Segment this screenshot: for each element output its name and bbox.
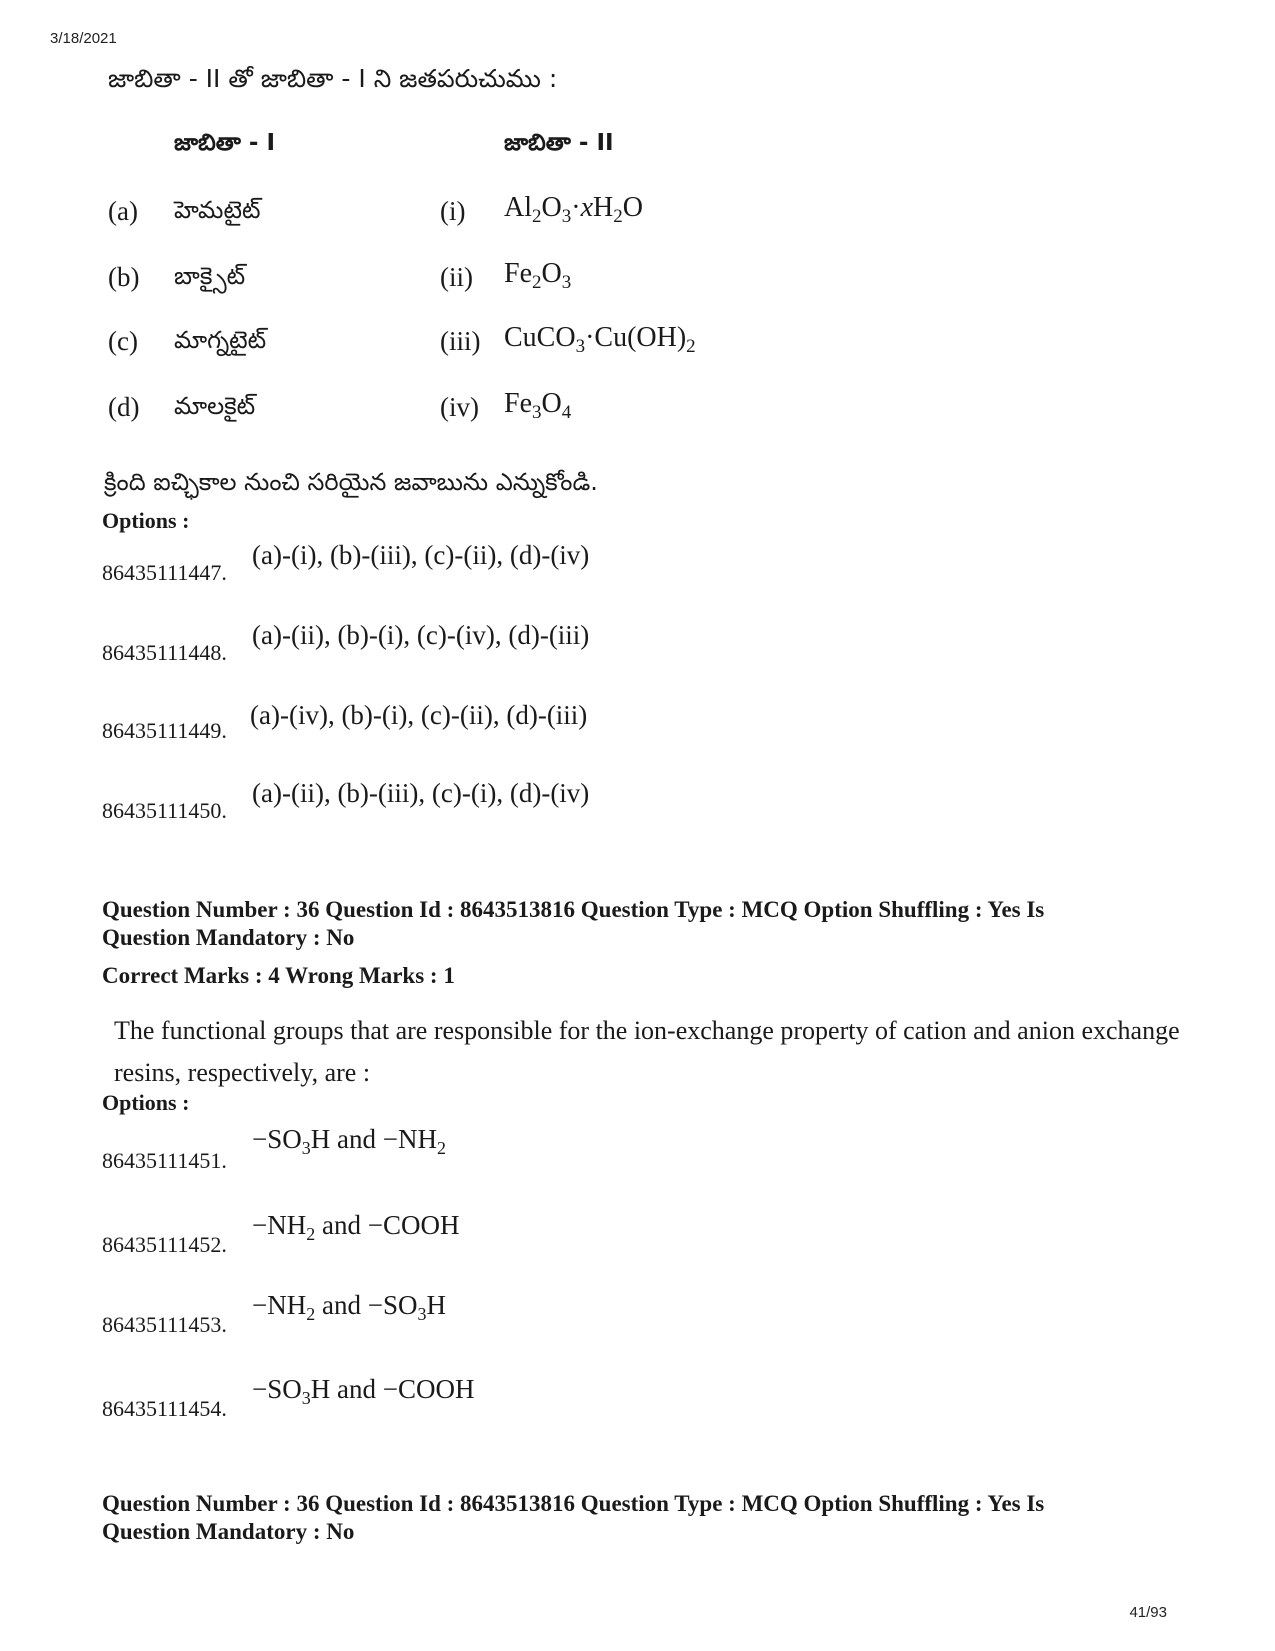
option-id: 86435111454. <box>102 1396 227 1421</box>
option-id: 86435111451. <box>102 1148 227 1173</box>
list1-item-c: మాగ్నటైట్ <box>174 326 267 354</box>
list1-item-b: బాక్సైట్ <box>174 262 246 290</box>
question-marks: Correct Marks : 4 Wrong Marks : 1 <box>102 963 455 988</box>
question-meta-line2: Question Mandatory : No <box>102 925 355 950</box>
list2-heading: జాబితా - II <box>504 130 614 156</box>
list1-label-c: (c) <box>108 326 138 356</box>
list2-formula-iii: $CuCO_3\cdot Cu(OH)_2$ <box>504 322 696 357</box>
options-heading: Options : <box>102 1090 190 1115</box>
list1-label-d: (d) <box>108 392 140 422</box>
list1-label-a: (a) <box>108 196 138 226</box>
question-meta-line1: Question Number : 36 Question Id : 8643513816 Question Type : MCQ Option Shuffling : Yes Is <box>102 897 1045 922</box>
list2-label-ii: (ii) <box>440 262 473 292</box>
options-heading: Options : <box>102 508 190 533</box>
question-meta-repeat <box>102 1490 1182 1546</box>
option-formula: $-SO_3H$ and $-NH_2$ <box>252 1124 446 1158</box>
option-id: 86435111453. <box>102 1312 227 1337</box>
match-instruction: జాబితా - II తో జాబితా - I ని జతపరుచుము : <box>108 64 558 93</box>
option-formula: $-NH_2$ and $-SO_3H$ <box>252 1290 446 1324</box>
question-meta <box>102 896 1182 952</box>
list1-item-a: హెమటైట్ <box>174 196 261 224</box>
list2-formula-ii: $Fe_2O_3$ <box>504 258 572 293</box>
page-number: 41/93 <box>1129 1604 1167 1621</box>
option-id: 86435111449. <box>102 718 227 743</box>
option-id: 86435111448. <box>102 640 227 665</box>
option-text: (a)-(iv), (b)-(i), (c)-(ii), (d)-(iii) <box>250 700 588 730</box>
list1-heading: జాబితా - I <box>174 130 276 156</box>
option-text: (a)-(ii), (b)-(i), (c)-(iv), (d)-(iii) <box>252 620 590 650</box>
question-meta-line1: Question Number : 36 Question Id : 8643513816 Question Type : MCQ Option Shuffling : Yes Is <box>102 1491 1045 1516</box>
list2-formula-i: $Al_2O_3\cdot xH_2O$ <box>504 192 643 227</box>
option-formula: $-NH_2$ and −COOH <box>252 1210 460 1244</box>
option-text: (a)-(i), (b)-(iii), (c)-(ii), (d)-(iv) <box>252 540 590 570</box>
list2-formula-iv: $Fe_3O_4$ <box>504 388 572 423</box>
list2-label-iv: (iv) <box>440 392 479 422</box>
option-formula: $-SO_3H$ and −COOH <box>252 1374 475 1408</box>
list2-label-iii: (iii) <box>440 326 481 356</box>
option-id: 86435111450. <box>102 798 227 823</box>
question-text: The functional groups that are responsible for the ion-exchange property of cation and anion exchange resins, respectively, are : <box>114 1016 1180 1087</box>
option-id: 86435111447. <box>102 560 227 585</box>
list1-item-d: మాలకైట్ <box>174 392 256 420</box>
choose-instruction: క్రింది ఐచ్ఛికాల నుంచి సరియైన జవాబును ఎన్నుకోండి. <box>104 468 598 496</box>
list1-label-b: (b) <box>108 262 140 292</box>
option-id: 86435111452. <box>102 1232 227 1257</box>
option-text: (a)-(ii), (b)-(iii), (c)-(i), (d)-(iv) <box>252 778 590 808</box>
list2-label-i: (i) <box>440 196 466 226</box>
print-date: 3/18/2021 <box>50 30 117 47</box>
question-meta-line2: Question Mandatory : No <box>102 1519 355 1544</box>
